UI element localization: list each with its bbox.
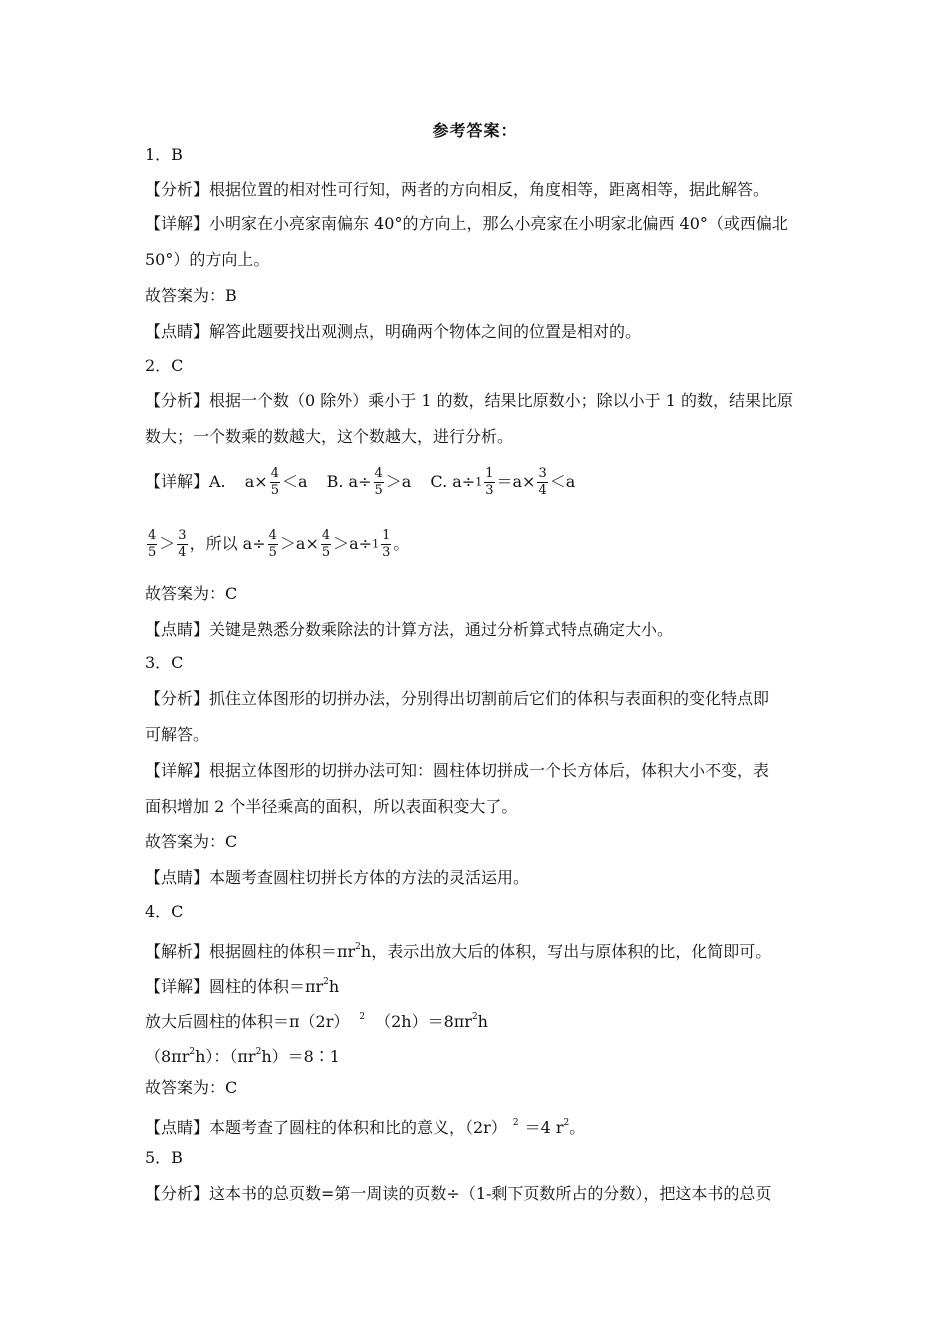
q2-end-period: 。	[393, 534, 410, 553]
q4-answer: 4．C	[145, 902, 184, 921]
q2-opt-b-lhs: B. a÷	[326, 472, 372, 491]
fraction-4-5: $\frac{4}{5}$	[270, 466, 279, 498]
gt-a-div: ＞a÷	[333, 534, 373, 553]
q1-detail-line1: 【详解】小明家在小亮家南偏东 40°的方向上，那么小亮家在小明家北偏西 40°（或西偏北	[145, 214, 788, 233]
q2-detail-line1	[145, 460, 575, 505]
q2-detail-prefix: 【详解】A.	[145, 472, 226, 491]
q2-result: 故答案为：C	[145, 584, 238, 603]
q2-conclusion-text: ，所以 a÷	[189, 534, 266, 553]
page-title: 参考答案：	[432, 121, 518, 140]
q1-analysis: 【分析】根据位置的相对性可行知，两者的方向相反，角度相等，距离相等，据此解答。	[145, 180, 770, 199]
q2-answer: 2．C	[145, 356, 184, 375]
fraction-4-5: $\frac{4}{5}$	[148, 528, 157, 560]
q1-result: 故答案为：B	[145, 286, 237, 305]
gt-a-times: ＞a×	[279, 534, 319, 553]
q2-opt-a-lhs: a×	[244, 472, 268, 491]
fraction-3-4: $\frac{3}{4}$	[538, 466, 547, 498]
fraction-3-4: $\frac{3}{4}$	[178, 528, 187, 560]
q4-analysis: 【解析】根据圆柱的体积$=\pi r^2h$，表示出放大后的体积，写出与原体积的比，化简即可。	[145, 942, 772, 961]
mixed-number-1-1-3: 1 $\frac{1}{3}$	[475, 466, 494, 499]
fraction-4-5: $\frac{4}{5}$	[321, 528, 331, 560]
q4-detail: 【详解】圆柱的体积$=\pi r^2h$	[145, 977, 340, 996]
q2-opt-b-rel: ＞a	[385, 472, 412, 491]
q2-detail-line2	[145, 522, 409, 567]
q3-analysis-line1: 【分析】抓住立体图形的切拼办法，分别得出切割前后它们的体积与表面积的变化特点即	[145, 689, 770, 708]
q4-ratio: $(8\pi r^2h)$：$(\pi r^2h)=8∶1$	[145, 1047, 340, 1066]
mixed-number-1-1-3: 1 $\frac{1}{3}$	[372, 528, 391, 561]
q1-note: 【点睛】解答此题要找出观测点，明确两个物体之间的位置是相对的。	[145, 322, 642, 341]
q3-detail-line2: 面积增加 2 个半径乘高的面积，所以表面积变大了。	[145, 797, 518, 816]
q2-analysis-line2: 数大；一个数乘的数越大，这个数越大，进行分析。	[145, 427, 514, 446]
compare-gt: ＞	[159, 534, 176, 553]
q3-analysis-line2: 可解答。	[145, 725, 210, 744]
q4-note: 【点睛】本题考查了圆柱的体积和比的意义，（2r） $^2$ ＝4 $r^2$。	[145, 1118, 586, 1137]
q2-analysis-line1: 【分析】根据一个数（0 除外）乘小于 1 的数，结果比原数小；除以小于 1 的数，结果比原	[145, 391, 793, 410]
q2-opt-c-lhs: C. a÷	[430, 472, 476, 491]
q3-note: 【点睛】本题考查圆柱切拼长方体的方法的灵活运用。	[145, 868, 530, 887]
q2-opt-c-mid: ＝a×	[496, 472, 536, 491]
q3-answer: 3．C	[145, 653, 184, 672]
q1-detail-line2: 50°）的方向上。	[145, 250, 270, 269]
q1-answer: 1．B	[145, 145, 183, 164]
q4-enlarged-volume: 放大后圆柱的体积＝π（2r） $^2$ $(2h)=8\pi r^2h$	[145, 1012, 488, 1031]
q5-answer: 5．B	[145, 1148, 183, 1167]
q2-opt-c-rel: ＜a	[549, 472, 576, 491]
q2-opt-a-rel: ＜a	[281, 472, 308, 491]
q5-analysis-line1: 【分析】这本书的总页数=第一周读的页数÷（1-剩下页数所占的分数），把这本书的总页	[145, 1184, 772, 1203]
q4-result: 故答案为：C	[145, 1078, 238, 1097]
q3-result: 故答案为：C	[145, 832, 238, 851]
fraction-4-5: $\frac{4}{5}$	[374, 466, 383, 498]
fraction-4-5: $\frac{4}{5}$	[268, 528, 277, 560]
q2-note: 【点睛】关键是熟悉分数乘除法的计算方法，通过分析算式特点确定大小。	[145, 620, 674, 639]
q3-detail-line1: 【详解】根据立体图形的切拼办法可知：圆柱体切拼成一个长方体后，体积大小不变，表	[145, 761, 770, 780]
